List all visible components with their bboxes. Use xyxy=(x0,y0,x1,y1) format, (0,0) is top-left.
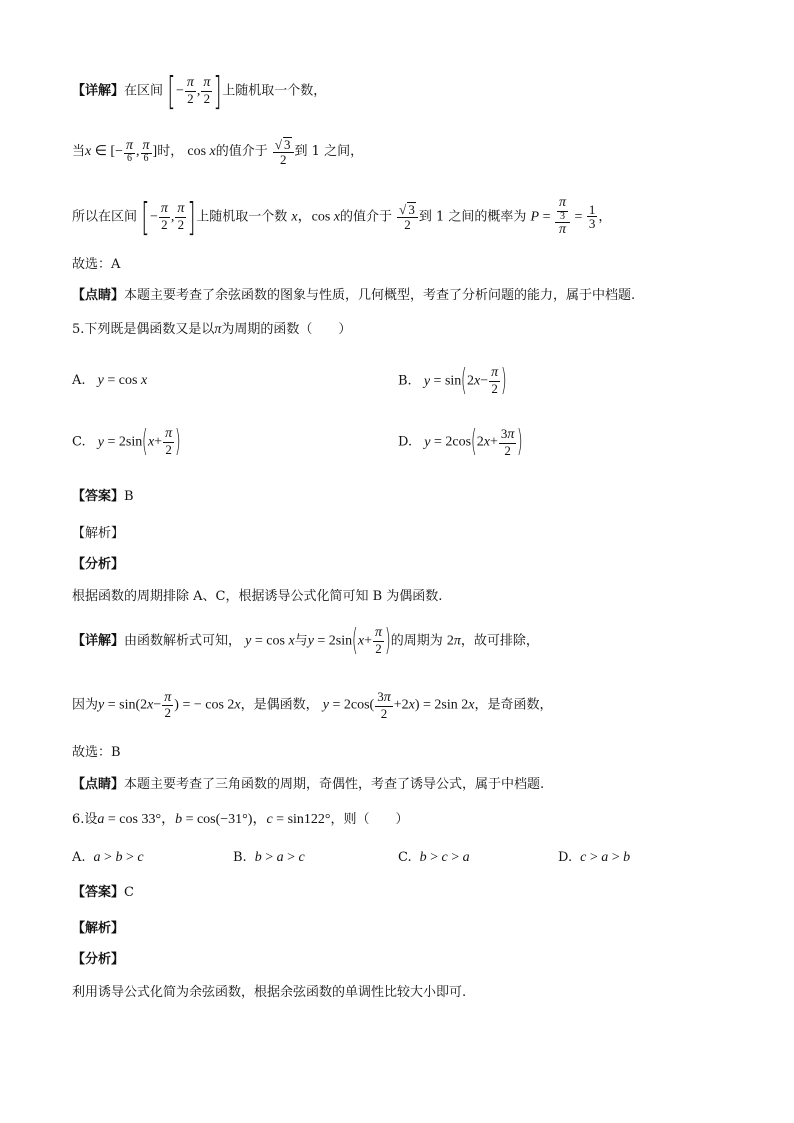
text: 为周期的函数（ ） xyxy=(221,322,352,337)
text: ，是偶函数， xyxy=(240,697,319,713)
fraction: $\frac{3\pi}{2}$ xyxy=(500,426,515,458)
math: π xyxy=(214,322,222,337)
p4-line2: 当x ∈ [− $\frac{\pi}{6}$ , $\frac{\pi}{6}$ ]时， cos x的值介于 $\frac{√ 3}{2}$ 到 1 之间， xyxy=(72,137,364,167)
fraction: $\frac{√ 3}{2}$ xyxy=(273,137,294,166)
q6-option-a: A. a > b > c xyxy=(72,850,144,865)
fraction: $\frac{√ 3}{2}$ xyxy=(397,202,418,231)
text: 的值介于 xyxy=(340,209,393,225)
math: a xyxy=(97,812,105,827)
option-label: D. xyxy=(398,434,413,450)
q5-answer xyxy=(72,490,134,503)
fraction: $\frac{\pi}{6}$ xyxy=(126,137,134,165)
q6-option-d: D. c > a > b xyxy=(558,850,631,865)
fraction: $\frac{\pi}{2}$ xyxy=(203,75,211,107)
math: y xyxy=(97,373,104,388)
text: 时， xyxy=(157,144,184,160)
p4-answer-line: 故选：A xyxy=(72,257,121,272)
q5-option-a: A. y = cos x xyxy=(72,373,148,388)
q5-detail-line1: 【详解】由函数解析式可知， y = cos x与y = 2sin(x+ $\frac{\pi}{2}$ )的周期为 2π，故可排除， xyxy=(72,623,539,658)
right-bracket: ] xyxy=(213,69,222,113)
fraction: $\frac{\pi}{2}$ xyxy=(160,201,168,232)
text: 在区间 xyxy=(124,83,164,99)
q6-option-c: C. b > c > a xyxy=(398,850,470,865)
math: y xyxy=(424,434,431,450)
text: 当 xyxy=(72,144,86,160)
text: 上随机取一个数， xyxy=(222,83,327,99)
option-label: B. xyxy=(398,373,412,389)
answer-tag: 【答案】 xyxy=(72,489,125,504)
text: ，是奇函数， xyxy=(474,697,553,713)
text: ， xyxy=(598,209,612,225)
detail-tag: 【详解】 xyxy=(72,83,125,99)
q6-answer xyxy=(72,886,134,899)
math: y xyxy=(423,373,431,389)
q5-option-d: D. y = 2cos(2x+ $\frac{3\pi}{2}$ ) xyxy=(398,424,524,460)
right-bracket: ] xyxy=(187,194,196,239)
detail-tag: 【详解】 xyxy=(72,633,125,649)
option-label: D. xyxy=(558,850,573,865)
comment-tag: 【点睛】 xyxy=(72,288,125,303)
q5-detail-line2: 因为y = sin(2x− $\frac{\pi}{2}$ ) = − cos 2x，是偶函数， y = 2cos( $\frac{3\pi}{2}$ +2x) = 2sin 2x，是奇函数， xyxy=(72,689,553,721)
p4-detail-line1: 【详解】在区间 [− $\frac{\pi}{2}$ , $\frac{\pi}{2}$ ]上随机取一个数， xyxy=(72,69,327,113)
text: ，故可排除， xyxy=(460,633,539,649)
q5-answer-line: 故选：B xyxy=(72,745,121,760)
fraction: $\frac{\pi}{2}$ xyxy=(177,201,185,232)
option-label: B. xyxy=(233,850,247,865)
text: 因为 xyxy=(72,697,99,713)
text: 到 1 之间， xyxy=(294,144,364,160)
math: y xyxy=(245,633,252,649)
q5-fenxi-tag: 【分析】 xyxy=(72,557,125,572)
fraction: $\frac{\pi}{2}$ xyxy=(491,365,499,397)
fraction: $\frac{\pi}{2}$ xyxy=(374,625,382,657)
text: 上随机取一个数 xyxy=(196,209,288,225)
q5-analysis-tag: 【解析】 xyxy=(72,526,125,541)
fraction: $\frac{1}{3}$ xyxy=(588,201,596,232)
comment-tag: 【点睛】 xyxy=(72,777,125,792)
q6-option-b: B. b > a > c xyxy=(233,850,305,865)
option-label: A. xyxy=(72,850,86,865)
q6-fenxi: 利用诱导公式化简为余弦函数，根据余弦函数的单调性比较大小即可. xyxy=(72,985,467,1000)
text: 由函数解析式可知， xyxy=(124,633,242,649)
option-label: C. xyxy=(72,434,86,450)
text: 所以在区间 xyxy=(72,209,138,225)
answer-value: C xyxy=(124,885,134,900)
minus: − xyxy=(176,83,184,99)
math: x xyxy=(85,144,92,160)
math: cos x xyxy=(311,209,341,225)
fraction: $\frac{\frac{\pi}{3}}{\pi}$ xyxy=(555,196,570,238)
q5-option-b: B. y = sin(2x− $\frac{\pi}{2}$ ) xyxy=(398,363,507,398)
q6-stem: 6.设a = cos 33°，b = cos(−31°)，c = sin122°，则（ ） xyxy=(72,812,409,827)
q6-analysis-tag: 【解析】 xyxy=(72,921,125,936)
math: y xyxy=(97,434,104,450)
q5-option-c: C. y = 2sin(x+ $\frac{\pi}{2}$ ) xyxy=(72,424,181,459)
text: 6.设 xyxy=(72,812,98,827)
text: 本题主要考查了余弦函数的图象与性质，几何概型，考查了分析问题的能力，属于中档题. xyxy=(124,288,636,303)
text: 到 1 之间的概率为 xyxy=(418,209,527,225)
p4-line3: 所以在区间 [− $\frac{\pi}{2}$ , $\frac{\pi}{2}$ ]上随机取一个数 x，cos x的值介于 $\frac{√ 3}{2}$ 到 1 之间的概率为 P = $\frac{\frac{\pi}{3}}{\pi}$ = $\frac{1}{3}$ ， xyxy=(72,194,612,239)
answer-tag: 【答案】 xyxy=(72,885,125,900)
text: 5.下列既是偶函数又是以 xyxy=(72,322,215,337)
q6-fenxi-tag: 【分析】 xyxy=(72,952,125,967)
math: P xyxy=(530,209,540,225)
option-label: C. xyxy=(398,850,412,865)
q5-comment xyxy=(72,778,544,791)
fraction: $\frac{\pi}{2}$ xyxy=(164,689,172,721)
option-label: A. xyxy=(72,373,86,388)
q5-fenxi: 根据函数的周期排除 A、C，根据诱导公式化简可知 B 为偶函数. xyxy=(72,589,443,604)
fraction: $\frac{3\pi}{2}$ xyxy=(377,689,391,721)
text: 的值介于 xyxy=(215,144,268,160)
p4-comment xyxy=(72,289,635,302)
text: 与 xyxy=(294,633,308,649)
math: x xyxy=(291,209,298,225)
fraction: $\frac{\pi}{6}$ xyxy=(142,137,150,165)
text: ，则（ ） xyxy=(330,812,409,827)
left-bracket: [ xyxy=(167,69,176,113)
answer-value: B xyxy=(124,489,134,504)
left-bracket: [ xyxy=(141,194,150,239)
fraction: $\frac{\pi}{2}$ xyxy=(186,75,194,107)
text: 本题主要考查了三角函数的周期，奇偶性，考查了诱导公式，属于中档题. xyxy=(124,777,545,792)
math: cos x xyxy=(187,144,216,160)
q5-stem xyxy=(72,323,351,337)
fraction: $\frac{\pi}{2}$ xyxy=(165,426,173,458)
text: 的周期为 xyxy=(390,633,443,649)
